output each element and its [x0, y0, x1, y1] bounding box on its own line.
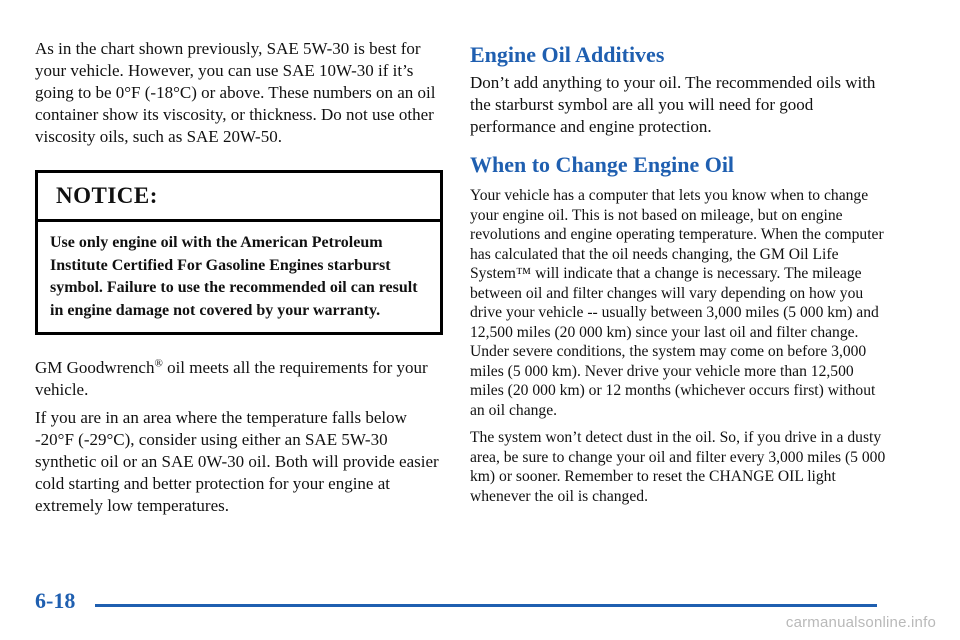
notice-box	[35, 170, 443, 335]
dust-paragraph: The system won’t detect dust in the oil. So, if you drive in a dusty area, be sure to change your oil and filter every 3,000 miles (5 000 km) or sooner. Remember to reset the CHANGE OIL light whenever the oil is changed.	[470, 429, 886, 505]
notice-body: Use only engine oil with the American Petroleum Institute Certified For Gasoline Engines starburst symbol. Failure to use the recommended oil can result in engine damage not covered by your warranty.	[50, 234, 418, 319]
left-column	[35, 38, 443, 517]
goodwrench-paragraph	[35, 357, 443, 401]
cold-climate-paragraph: If you are in an area where the temperature falls below -20°F (-29°C), consider using either an SAE 5W-30 synthetic oil or an SAE 0W-30 oil. Both will provide easier cold starting and better protection for your engine at extremely low temperatures.	[35, 408, 439, 515]
heading-engine-oil-additives: Engine Oil Additives	[470, 42, 665, 67]
goodwrench-prefix: GM Goodwrench	[35, 358, 155, 377]
viscosity-paragraph: As in the chart shown previously, SAE 5W-30 is best for your vehicle. However, you can use SAE 10W-30 if it’s going to be 0°F (-18°C) or above. These numbers on an oil container show its viscosity, or thickness. Do not use other viscosity oils, such as SAE 20W-50.	[35, 39, 436, 146]
heading-when-to-change-oil: When to Change Engine Oil	[470, 152, 735, 177]
right-column	[470, 38, 888, 506]
page-number: 6-18	[35, 588, 76, 613]
oil-life-system-paragraph: Your vehicle has a computer that lets you know when to change your engine oil. This is not based on mileage, but on engine revolutions and engine operating temperature. When the computer has calculated that the oil needs changing, the GM Oil Life System™ will indicate that a change is necessary. The mileage between oil and filter changes will vary depending on how you drive your vehicle -- usually between 3,000 miles (5 000 km) and 12,500 miles (20 000 km) since your last oil and filter change. Under severe conditions, the system may come on before 3,000 miles (5 000 km). Never drive your vehicle more than 12,500 miles (20 000 km) or 12 months (whichever occurs first) without an oil change.	[470, 187, 884, 419]
site-watermark: carmanualsonline.info	[785, 614, 936, 631]
additives-paragraph: Don’t add anything to your oil. The recommended oils with the starburst symbol are all you will need for good performance and engine protection.	[470, 73, 876, 136]
registered-mark: ®	[154, 357, 163, 370]
footer-rule	[95, 604, 877, 607]
goodwrench-suffix: oil meets all the requirements for your vehicle.	[35, 358, 428, 399]
notice-title: NOTICE:	[38, 173, 440, 222]
